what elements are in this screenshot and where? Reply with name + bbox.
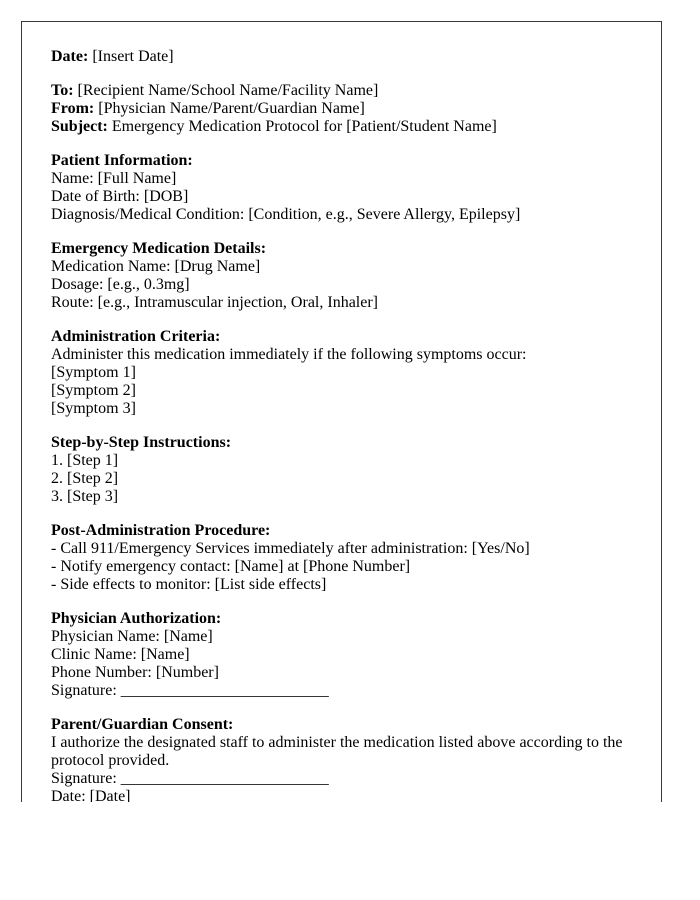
patient-information-section [51,152,626,224]
text-segment: Administer this medication immediately if the following symptoms occur: [51,346,527,363]
bold-label: Subject: [51,118,108,135]
signature-line: __________________________ [120,682,329,699]
signature-line: __________________________ [120,770,329,787]
text-segment: - Side effects to monitor: [List side effects] [51,576,327,593]
bold-label: Post-Administration Procedure: [51,522,271,539]
text-segment: Signature: [51,682,121,699]
bold-label: Parent/Guardian Consent: [51,716,234,733]
text-segment: [Insert Date] [88,48,174,65]
text-segment: 2. [Step 2] [51,470,119,487]
text-segment: [Physician Name/Parent/Guardian Name] [94,100,365,117]
text-segment: 1. [Step 1] [51,452,119,469]
text-segment: Route: [e.g., Intramuscular injection, Oral, Inhaler] [51,294,378,311]
text-segment: - Notify emergency contact: [Name] at [Phone Number] [51,558,411,575]
bold-label: From: [51,100,95,117]
bold-label: Emergency Medication Details: [51,240,267,257]
administration-criteria-section [51,328,626,418]
text-segment: Date: [Date] [51,788,131,802]
text-segment: I authorize the designated staff to administer the medication listed above according to the protocol provided. [51,734,623,769]
parent-guardian-consent-section [51,716,626,802]
text-segment: Dosage: [e.g., 0.3mg] [51,276,190,293]
text-segment: Signature: [51,770,121,787]
text-segment: Medication Name: [Drug Name] [51,258,261,275]
bold-label: Patient Information: [51,152,193,169]
bold-label: Administration Criteria: [51,328,221,345]
text-segment: - Call 911/Emergency Services immediately after administration: [Yes/No] [51,540,530,557]
text-segment: Emergency Medication Protocol for [Patient/Student Name] [107,118,497,135]
text-segment: Phone Number: [Number] [51,664,219,681]
physician-authorization-section [51,610,626,700]
text-segment: Name: [Full Name] [51,170,177,187]
post-administration-procedure-section [51,522,626,594]
text-segment: Clinic Name: [Name] [51,646,190,663]
emergency-medication-details-section [51,240,626,312]
text-segment: 3. [Step 3] [51,488,119,505]
text-segment: Diagnosis/Medical Condition: [Condition, e.g., Severe Allergy, Epilepsy] [51,206,521,223]
bold-label: Physician Authorization: [51,610,222,627]
bold-label: Step-by-Step Instructions: [51,434,232,451]
text-segment: Physician Name: [Name] [51,628,213,645]
text-segment: [Symptom 1] [51,364,136,381]
text-segment: [Symptom 2] [51,382,136,399]
bold-label: To: [51,82,74,99]
text-segment: [Recipient Name/School Name/Facility Name] [73,82,379,99]
step-by-step-instructions-section [51,434,626,506]
text-segment: Date of Birth: [DOB] [51,188,189,205]
text-segment: [Symptom 3] [51,400,136,417]
date-line [51,48,626,66]
letter-border-box [21,21,662,802]
bold-label: Date: [51,48,89,65]
recipient-block [51,82,626,136]
